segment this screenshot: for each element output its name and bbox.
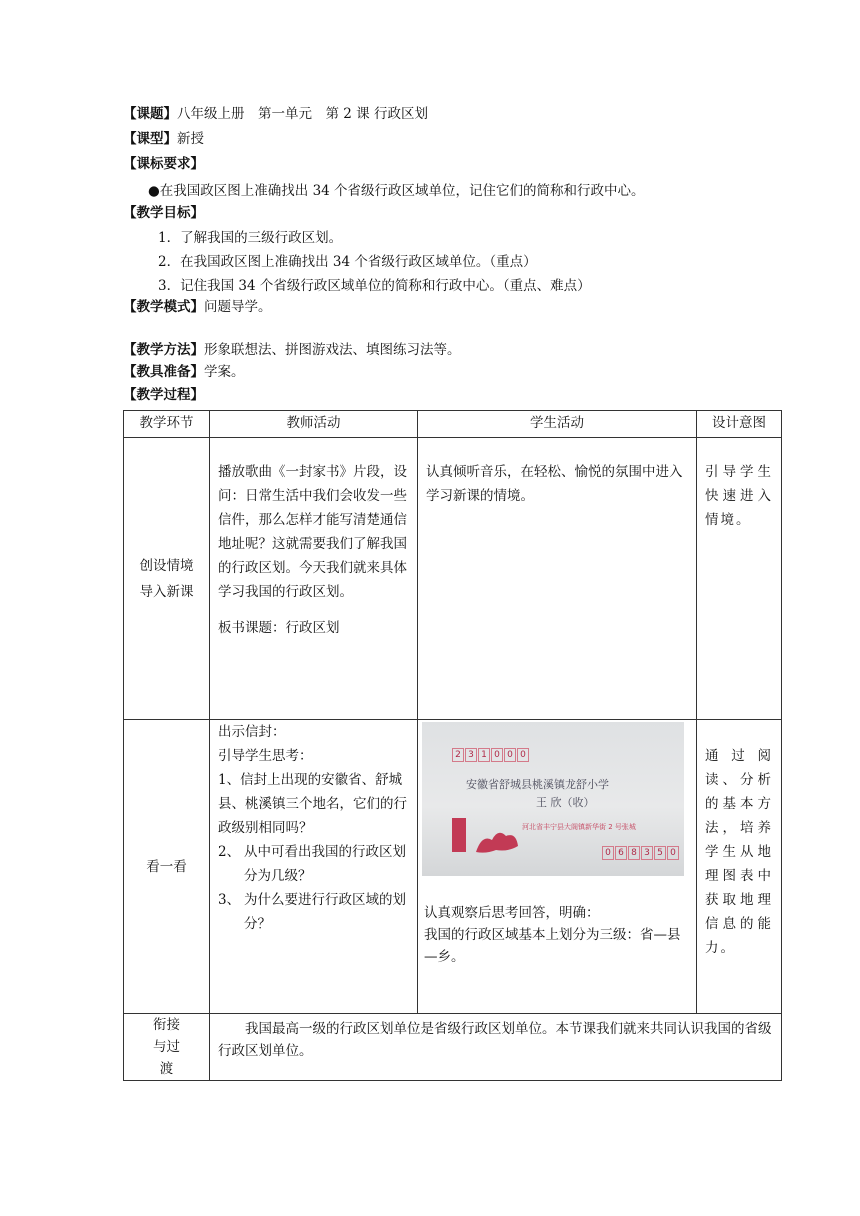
zip-digit: 0 (667, 846, 679, 860)
tools-line (123, 362, 245, 382)
header-intent: 设计意图 (697, 411, 782, 438)
envelope-zip-to (452, 748, 529, 762)
teacher-intro-1: 出示信封： (218, 724, 286, 740)
lesson-table (123, 410, 782, 1081)
zip-digit: 0 (602, 846, 614, 860)
zip-digit: 6 (615, 846, 627, 860)
intent-text: 引导学生快速进入情境。 (705, 464, 773, 528)
tools-value: 学案。 (204, 364, 245, 380)
zip-digit: 3 (465, 748, 477, 762)
envelope-sender: 河北省丰宁县大阁镇新华街 2 号张城 (522, 823, 636, 831)
goal-3: 3．记住我国 34 个省级行政区域单位的简称和行政中心。（重点、难点） (158, 278, 591, 294)
goals-label: 【教学目标】 (123, 205, 204, 221)
stage-cell (124, 1014, 210, 1081)
transition-cell (210, 1014, 782, 1081)
mode-label: 【教学模式】 (123, 299, 204, 315)
mode-value: 问题导学。 (204, 299, 272, 315)
intent-text: 通过阅读、分析的基本方法，培养学生从地理图表中获取地理信息的能力。 (705, 748, 773, 956)
course-label: 【课题】 (123, 106, 177, 122)
mode-line (123, 297, 272, 317)
table-row (124, 1014, 782, 1081)
zip-digit: 1 (478, 748, 490, 762)
teacher-intro-2: 引导学生思考： (218, 748, 313, 764)
student-text (418, 902, 696, 968)
type-label: 【课型】 (123, 131, 177, 147)
question-3-text: 为什么要进行行政区域的划分？ (244, 892, 406, 932)
question-3 (218, 888, 409, 936)
type-value: 新授 (177, 131, 204, 147)
process-label: 【教学过程】 (123, 387, 204, 403)
standard-item: ●在我国政区图上准确找出 34 个省级行政区域单位，记住它们的简称和行政中心。 (148, 183, 645, 199)
student-answer-1: 认真观察后思考回答，明确： (424, 905, 600, 921)
question-2 (218, 840, 409, 888)
type-line (123, 129, 204, 149)
zip-digit: 3 (641, 846, 653, 860)
standard-label: 【课标要求】 (123, 156, 204, 172)
zip-digit: 8 (628, 846, 640, 860)
rooster-icon (472, 822, 522, 856)
zip-digit: 2 (452, 748, 464, 762)
header-stage: 教学环节 (124, 411, 210, 438)
envelope-zip-from (602, 846, 679, 860)
envelope-image (422, 722, 684, 876)
table-header-row (124, 411, 782, 438)
envelope-name: 王 欣（收） (536, 796, 595, 809)
student-answer-2: 我国的行政区域基本上划分为三级：省—县—乡。 (424, 927, 681, 965)
intent-cell (697, 438, 782, 720)
intent-cell (697, 720, 782, 1014)
zip-digit: 5 (654, 846, 666, 860)
goal-1: 1．了解我国的三级行政区划。 (158, 230, 343, 246)
stage-text: 衔接与过渡 (153, 1017, 180, 1077)
transition-text: 我国最高一级的行政区划单位是省级行政区划单位。本节课我们就来共同认识我国的省级行政区划单位。 (218, 1021, 772, 1059)
zip-digit: 0 (517, 748, 529, 762)
header-student: 学生活动 (418, 411, 697, 438)
stage-cell (124, 720, 210, 1014)
stage-cell (124, 438, 210, 720)
teacher-text: 播放歌曲《一封家书》片段，设问：日常生活中我们会收发一些信件，那么怎样才能写清楚通信地址呢？这就需要我们了解我国的行政区划。今天我们就来具体学习我国的行政区划。 (218, 464, 407, 600)
student-cell (418, 720, 697, 1014)
zip-digit: 0 (504, 748, 516, 762)
tools-label: 【教具准备】 (123, 364, 204, 380)
method-value: 形象联想法、拼图游戏法、填图练习法等。 (204, 342, 461, 358)
goal-2: 2．在我国政区图上准确找出 34 个省级行政区域单位。（重点） (158, 254, 537, 270)
table-row (124, 720, 782, 1014)
teacher-cell (210, 720, 418, 1014)
method-label: 【教学方法】 (123, 342, 204, 358)
question-2-text: 从中可看出我国的行政区划分为几级？ (244, 844, 406, 884)
zip-digit: 0 (491, 748, 503, 762)
course-value: 八年级上册 第一单元 第 2 课 行政区划 (177, 106, 428, 122)
stage-text: 创设情境导入新课 (139, 557, 194, 600)
student-cell (418, 438, 697, 720)
teacher-board: 板书课题：行政区划 (218, 620, 340, 636)
question-1: 1、信封上出现的安徽省、舒城县、桃溪镇三个地名，它们的行政级别相同吗？ (218, 772, 407, 836)
stage-text: 看一看 (146, 858, 187, 875)
question-2-num: 2、 (218, 844, 241, 860)
header-teacher: 教师活动 (210, 411, 418, 438)
method-line (123, 340, 461, 360)
envelope-address: 安徽省舒城县桃溪镇龙舒小学 (466, 778, 609, 791)
stamp-icon (452, 818, 466, 852)
student-text: 认真倾听音乐，在轻松、愉悦的氛围中进入学习新课的情境。 (426, 464, 683, 504)
table-row (124, 438, 782, 720)
teacher-cell (210, 438, 418, 720)
question-3-num: 3、 (218, 892, 241, 908)
course-line (123, 104, 428, 124)
